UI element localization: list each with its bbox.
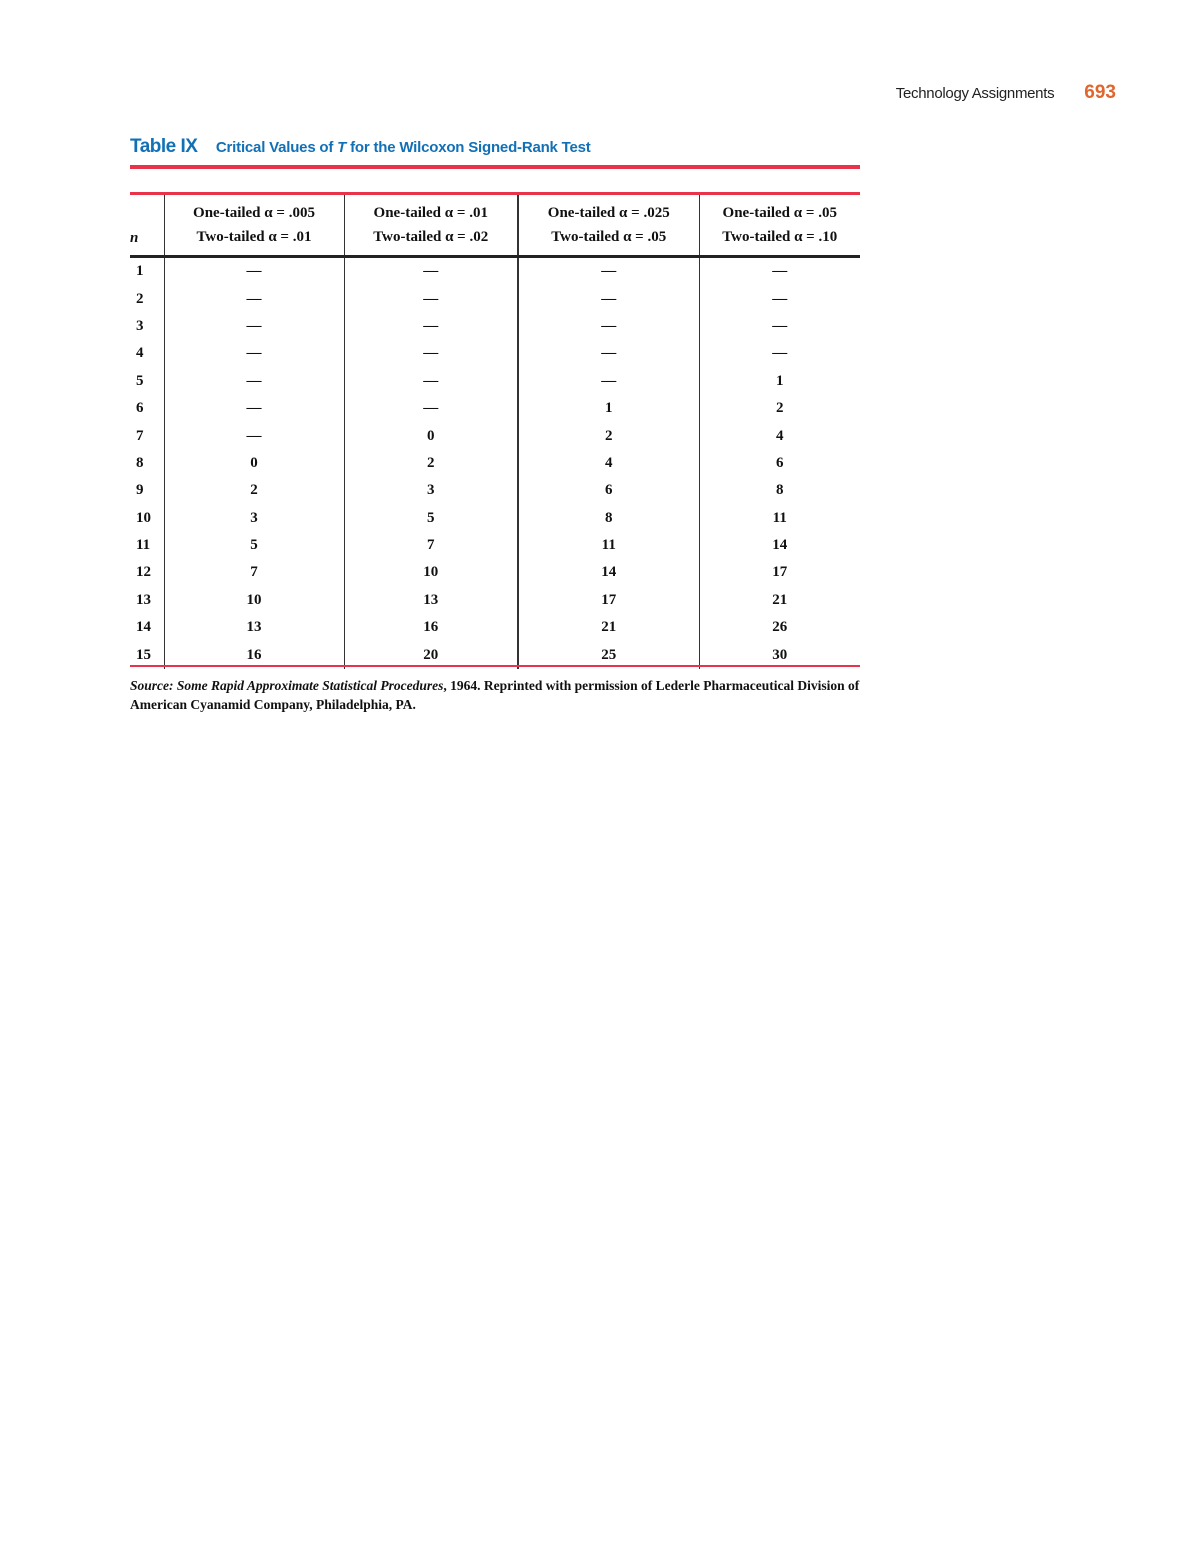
header-row: [130, 195, 860, 257]
value-cell: —: [344, 285, 518, 312]
table-row: [130, 368, 860, 395]
n-cell: 14: [136, 619, 151, 636]
two-tailed-label: Two-tailed α = .05: [551, 229, 667, 245]
value-cell: 10: [344, 559, 518, 586]
value-cell: 1: [518, 395, 699, 422]
value-cell: 16: [344, 614, 518, 641]
page-number: 693: [1084, 82, 1116, 103]
critical-values-table: [130, 195, 860, 669]
n-cell: 12: [136, 564, 151, 581]
value-cell: 11: [518, 532, 699, 559]
n-cell: 5: [136, 372, 144, 389]
n-cell: 1: [136, 263, 144, 280]
two-tailed-label: Two-tailed α = .02: [373, 229, 489, 245]
one-tailed-label: One-tailed α = .025: [547, 205, 670, 221]
value-cell: 13: [164, 614, 344, 641]
n-cell: 13: [136, 591, 151, 608]
one-tailed-label: One-tailed α = .005: [193, 205, 315, 221]
value-cell: 13: [344, 587, 518, 614]
value-cell: 2: [699, 395, 860, 422]
value-cell: 21: [518, 614, 699, 641]
value-cell: 2: [164, 477, 344, 504]
value-cell: 10: [164, 587, 344, 614]
n-cell: 3: [136, 317, 144, 334]
table-row: [130, 395, 860, 422]
value-cell: 21: [699, 587, 860, 614]
value-cell: —: [699, 257, 860, 286]
n-cell: 9: [136, 482, 144, 499]
value-cell: —: [518, 368, 699, 395]
table-row: [130, 477, 860, 504]
value-cell: —: [164, 422, 344, 449]
one-tailed-label: One-tailed α = .01: [373, 205, 488, 221]
value-cell: 26: [699, 614, 860, 641]
value-cell: 6: [518, 477, 699, 504]
value-cell: 5: [164, 532, 344, 559]
caption-variable: T: [337, 139, 347, 156]
table-row: [130, 614, 860, 641]
value-cell: 8: [699, 477, 860, 504]
value-cell: 30: [699, 641, 860, 668]
n-cell: 7: [136, 427, 144, 444]
table-row: [130, 450, 860, 477]
n-cell: 15: [136, 646, 151, 663]
value-cell: —: [164, 285, 344, 312]
table-row: [130, 257, 860, 286]
value-cell: 2: [344, 450, 518, 477]
table-title: [130, 136, 591, 158]
value-cell: 6: [699, 450, 860, 477]
column-header: [518, 195, 699, 257]
table-body: [130, 257, 860, 669]
value-cell: —: [699, 340, 860, 367]
source-work-title: Some Rapid Approximate Statistical Procedures: [176, 678, 444, 693]
source-note: [130, 676, 860, 714]
value-cell: 16: [164, 641, 344, 668]
caption-prefix: Critical Values of: [215, 139, 334, 156]
two-tailed-label: Two-tailed α = .01: [196, 229, 312, 245]
table-caption: [216, 139, 591, 156]
value-cell: —: [344, 340, 518, 367]
value-cell: —: [518, 340, 699, 367]
column-header: [164, 195, 344, 257]
value-cell: —: [164, 395, 344, 422]
n-cell: 8: [136, 454, 144, 471]
n-cell: 10: [136, 509, 151, 526]
value-cell: 25: [518, 641, 699, 668]
caption-suffix: for the Wilcoxon Signed-Rank Test: [350, 139, 591, 156]
n-cell: 4: [136, 345, 144, 362]
value-cell: 11: [699, 505, 860, 532]
column-header: [344, 195, 518, 257]
value-cell: 0: [344, 422, 518, 449]
value-cell: —: [518, 313, 699, 340]
value-cell: —: [164, 340, 344, 367]
value-cell: —: [344, 257, 518, 286]
one-tailed-label: One-tailed α = .05: [722, 205, 837, 221]
section-title: Technology Assignments: [895, 85, 1055, 102]
n-cell: 11: [136, 537, 151, 554]
table-row: [130, 505, 860, 532]
value-cell: 1: [699, 368, 860, 395]
value-cell: 3: [344, 477, 518, 504]
value-cell: 7: [344, 532, 518, 559]
value-cell: 17: [699, 559, 860, 586]
value-cell: 17: [518, 587, 699, 614]
source-details: , 1964. Reprinted with permission of Lederle Pharmaceutical Division of American Cyanamid Company, Philadelphia, PA.: [130, 678, 860, 712]
table-bottom-rule: [130, 665, 860, 667]
title-rule: [130, 165, 860, 169]
value-cell: 7: [164, 559, 344, 586]
value-cell: —: [344, 313, 518, 340]
value-cell: —: [344, 368, 518, 395]
column-header: [699, 195, 860, 257]
value-cell: —: [518, 257, 699, 286]
value-cell: 8: [518, 505, 699, 532]
value-cell: —: [699, 285, 860, 312]
value-cell: 2: [518, 422, 699, 449]
value-cell: —: [699, 313, 860, 340]
n-cell: 2: [136, 290, 144, 307]
table-row: [130, 559, 860, 586]
table-row: [130, 340, 860, 367]
running-head: [896, 82, 1116, 104]
table-row: [130, 313, 860, 340]
value-cell: —: [164, 257, 344, 286]
value-cell: 0: [164, 450, 344, 477]
table-row: [130, 422, 860, 449]
value-cell: 14: [699, 532, 860, 559]
value-cell: 4: [518, 450, 699, 477]
n-column-header: n: [130, 195, 164, 257]
table-row: [130, 587, 860, 614]
value-cell: —: [518, 285, 699, 312]
table-label: Table IX: [130, 136, 198, 157]
value-cell: 14: [518, 559, 699, 586]
value-cell: 20: [344, 641, 518, 668]
value-cell: 4: [699, 422, 860, 449]
value-cell: —: [344, 395, 518, 422]
value-cell: —: [164, 368, 344, 395]
two-tailed-label: Two-tailed α = .10: [722, 229, 838, 245]
source-label: Source:: [130, 678, 174, 693]
value-cell: 3: [164, 505, 344, 532]
value-cell: 5: [344, 505, 518, 532]
table-row: [130, 285, 860, 312]
table-row: [130, 532, 860, 559]
n-cell: 6: [136, 400, 144, 417]
value-cell: —: [164, 313, 344, 340]
